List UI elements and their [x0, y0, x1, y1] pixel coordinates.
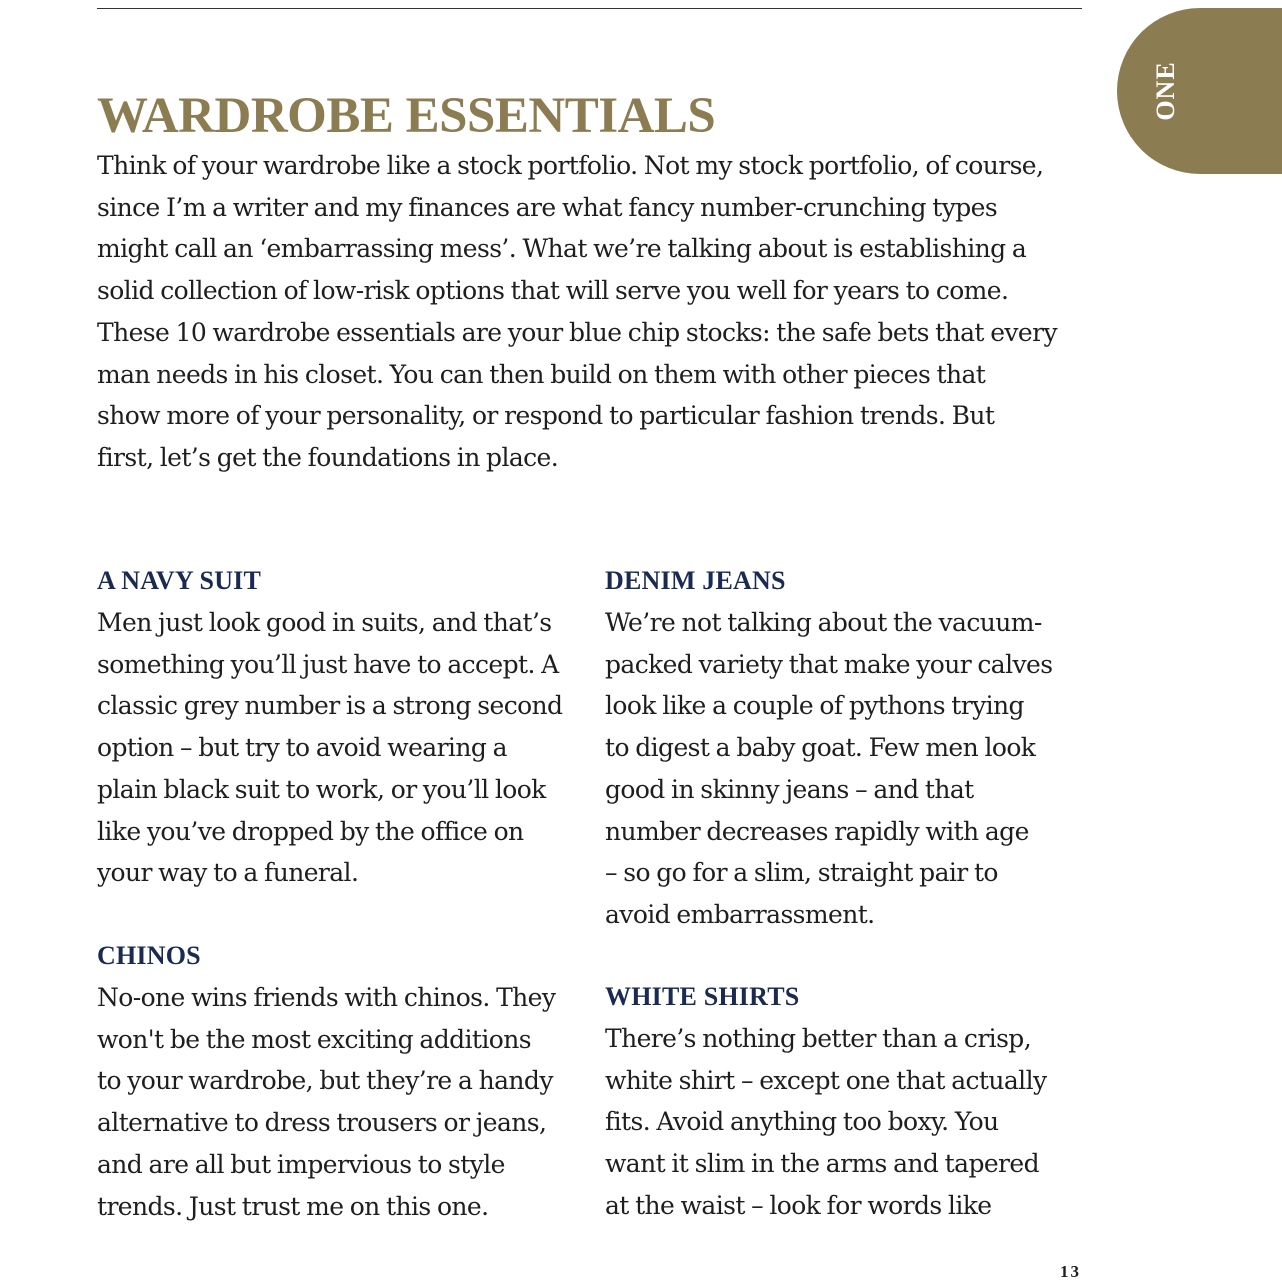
section-body	[605, 1018, 1085, 1227]
body-line: trends. Just trust me on this one.	[97, 1191, 489, 1221]
body-line: want it slim in the arms and tapered	[605, 1149, 1039, 1179]
body-line: option – but try to avoid wearing a	[97, 733, 507, 763]
section-denim-jeans	[605, 565, 1085, 936]
intro-line: man needs in his closet. You can then build on them with other pieces that	[97, 359, 986, 389]
intro-line: might call an ‘embarrassing mess’. What we’re talking about is establishing a	[97, 234, 1027, 264]
body-line: and are all but impervious to style	[97, 1149, 505, 1179]
body-line: number decreases rapidly with age	[605, 816, 1029, 846]
intro-line: Think of your wardrobe like a stock portfolio. Not my stock portfolio, of course,	[97, 151, 1044, 180]
intro-paragraph	[97, 145, 1087, 479]
body-line: to your wardrobe, but they’re a handy	[97, 1066, 553, 1096]
chapter-tab-label: ONE	[1151, 61, 1180, 121]
section-navy-suit	[97, 565, 577, 894]
body-line: won't be the most exciting additions	[97, 1024, 531, 1054]
intro-line: show more of your personality, or respond to particular fashion trends. But	[97, 401, 995, 431]
page-number: 13	[1060, 1262, 1081, 1281]
section-body	[97, 602, 577, 894]
section-body	[97, 977, 577, 1227]
body-line: fits. Avoid anything too boxy. You	[605, 1107, 999, 1137]
body-line: classic grey number is a strong second	[97, 691, 563, 721]
intro-line: first, let’s get the foundations in place.	[97, 442, 559, 472]
body-line: Men just look good in suits, and that’s	[97, 608, 552, 637]
section-white-shirts	[605, 981, 1085, 1227]
body-line: packed variety that make your calves	[605, 649, 1053, 679]
body-line: – so go for a slim, straight pair to	[605, 858, 998, 888]
body-line: look like a couple of pythons trying	[605, 691, 1024, 721]
intro-line: since I’m a writer and my finances are what fancy number-crunching types	[97, 192, 998, 222]
section-heading: WHITE SHIRTS	[605, 982, 800, 1011]
body-line: something you’ll just have to accept. A	[97, 649, 559, 679]
section-heading: A NAVY SUIT	[97, 566, 262, 595]
chapter-tab	[1117, 8, 1282, 174]
body-line: good in skinny jeans – and that	[605, 774, 974, 804]
intro-line: solid collection of low-risk options that will serve you well for years to come.	[97, 276, 1009, 306]
section-heading: CHINOS	[97, 941, 201, 970]
body-line: There’s nothing better than a crisp,	[605, 1024, 1032, 1053]
section-body	[605, 602, 1085, 936]
section-chinos	[97, 940, 577, 1227]
body-line: We’re not talking about the vacuum-	[605, 608, 1042, 637]
body-line: plain black suit to work, or you’ll look	[97, 774, 546, 804]
body-line: like you’ve dropped by the office on	[97, 816, 524, 846]
body-line: alternative to dress trousers or jeans,	[97, 1108, 547, 1138]
body-line: to digest a baby goat. Few men look	[605, 733, 1036, 763]
body-line: at the waist – look for words like	[605, 1190, 992, 1220]
page-title: WARDROBE ESSENTIALS	[97, 88, 716, 144]
body-line: white shirt – except one that actually	[605, 1065, 1047, 1095]
body-line: No-one wins friends with chinos. They	[97, 983, 556, 1012]
top-rule	[97, 8, 1082, 9]
intro-line: These 10 wardrobe essentials are your blue chip stocks: the safe bets that every	[97, 317, 1057, 347]
section-heading: DENIM JEANS	[605, 566, 786, 595]
body-line: avoid embarrassment.	[605, 899, 875, 929]
body-line: your way to a funeral.	[97, 858, 359, 888]
